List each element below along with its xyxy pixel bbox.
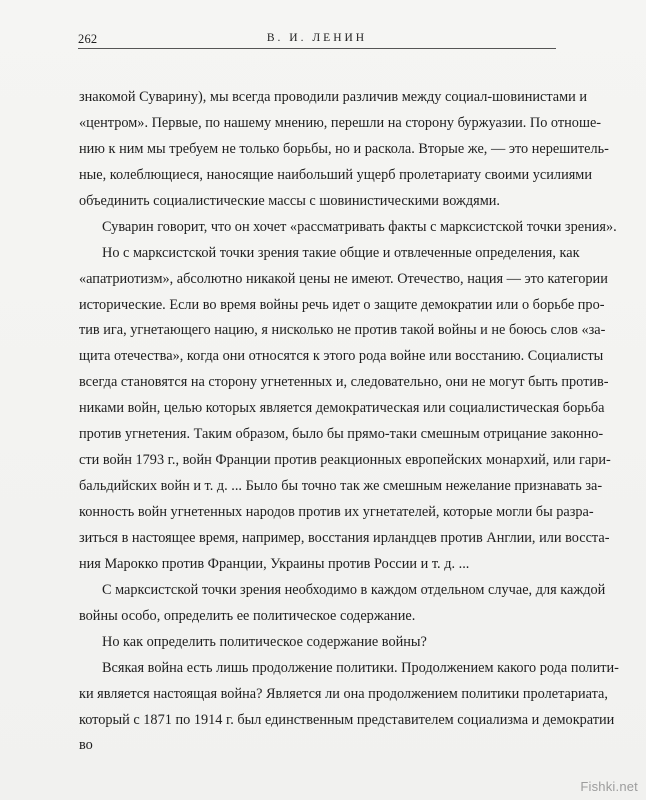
text-line: С марксистской точки зрения необходимо в каждом отдельном случае, для каждой <box>102 581 606 598</box>
running-title: В. И. ЛЕНИН <box>266 32 368 44</box>
text-line: сти войн 1793 г., войн Франции против реакционных европейских монархий, или гари- <box>79 452 611 469</box>
text-line: зиться в настоящее время, например, восстания ирландцев против Англии, или восста- <box>79 529 610 546</box>
text-line: ные, колеблющиеся, наносящие наибольший ущерб пролетариату своими усилиями <box>79 166 592 183</box>
text-line: всегда становятся на сторону угнетенных и, следовательно, они не могут быть против- <box>79 374 609 391</box>
text-line: ния Марокко против Франции, Украины против России и т. д. ... <box>79 555 470 572</box>
text-line: «центром». Первые, по нашему мнению, перешли на сторону буржуазии. По отноше- <box>79 114 602 131</box>
text-line: исторические. Если во время войны речь идет о защите демократии или о борьбе про- <box>79 296 605 313</box>
text-line: Но с марксистской точки зрения такие общие и отвлеченные определения, как <box>102 244 580 261</box>
text-line: «апатриотизм», абсолютно никакой цены не имеют. Отечество, нация — это категории <box>79 270 608 287</box>
running-head <box>78 30 556 49</box>
text-line: тив ига, угнетающего нацию, я нисколько не против такой войны и не боюсь слов «за- <box>79 322 606 339</box>
body-text <box>79 85 619 759</box>
text-line: Всякая война есть лишь продолжение политики. Продолжением какого рода полити- <box>102 659 619 676</box>
text-line: против угнетения. Таким образом, было бы прямо-таки смешным отрицание законно- <box>79 426 604 443</box>
text-line: войны особо, определить ее политическое содержание. <box>79 607 416 624</box>
text-line: который с 1871 по 1914 г. был единственным представителем социализма и демократии <box>79 711 615 728</box>
text-line: во <box>79 737 93 754</box>
text-line: нию к ним мы требуем не только борьбы, но и раскола. Вторые же, — это нерешитель- <box>79 140 609 157</box>
page-number: 262 <box>78 32 98 46</box>
text-line: Суварин говорит, что он хочет «рассматривать факты с марксистской точки зрения». <box>102 218 617 235</box>
text-line: объединить социалистические массы с шовинистическими вождями. <box>79 192 500 209</box>
text-line: ки является настоящая война? Является ли она продолжением политики пролетариата, <box>79 685 608 702</box>
text-line: бальдийских войн и т. д. ... Было бы точно так же смешным нежелание признавать за- <box>79 478 603 495</box>
site-watermark: Fishki.net <box>580 779 638 794</box>
text-line: знакомой Суварину), мы всегда проводили различив между социал-шовинистами и <box>79 89 588 105</box>
text-line: конность войн угнетенных народов против их угнетателей, которые могли бы разра- <box>79 504 594 520</box>
text-line: Но как определить политическое содержание войны? <box>102 633 427 650</box>
text-line: щита отечества», когда они относятся к этого рода войне или восстанию. Социалисты <box>79 348 604 365</box>
text-line: никами войн, целью которых является демократическая или социалистическая борьба <box>79 400 605 417</box>
